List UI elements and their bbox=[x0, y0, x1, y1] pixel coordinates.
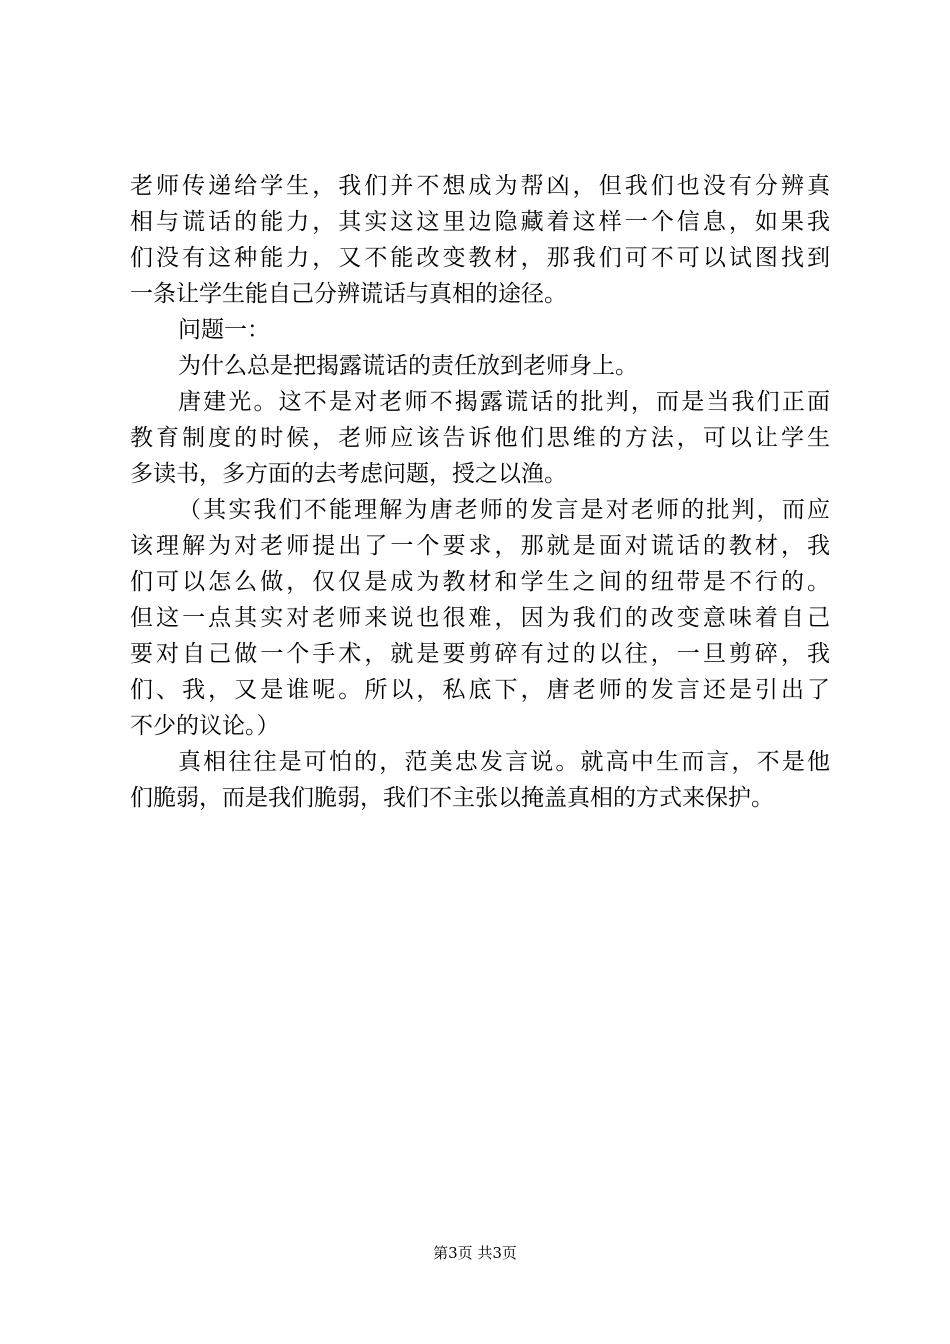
question-heading: 问题一： bbox=[178, 317, 270, 343]
text-line-16: 不少的议论。） bbox=[130, 713, 280, 739]
question-text: 为什么总是把揭露谎话的责任放到老师身上。 bbox=[178, 353, 638, 379]
text-line-12: 们可以怎么做，仅仅是成为教材和学生之间的纽带是不行的。 bbox=[130, 569, 830, 595]
text-line-7: 唐建光。这不是对老师不揭露谎话的批判，而是当我们正面 bbox=[178, 389, 830, 415]
text-line-1: 老师传递给学生，我们并不想成为帮凶，但我们也没有分辨真 bbox=[130, 173, 830, 199]
text-line-17: 真相往往是可怕的，范美忠发言说。就高中生而言，不是他 bbox=[178, 749, 830, 775]
text-line-3: 们没有这种能力，又不能改变教材，那我们可不可以试图找到 bbox=[130, 245, 830, 271]
text-line-11: 该理解为对老师提出了一个要求，那就是面对谎话的教材，我 bbox=[130, 533, 830, 559]
text-line-2: 相与谎话的能力，其实这这里边隐藏着这样一个信息，如果我 bbox=[130, 209, 830, 235]
text-line-13: 但这一点其实对老师来说也很难，因为我们的改变意味着自己 bbox=[130, 605, 830, 631]
page-footer: 第3页 共3页 bbox=[433, 1244, 517, 1262]
text-line-4: 一条让学生能自己分辨谎话与真相的途径。 bbox=[130, 281, 567, 307]
text-line-8: 教育制度的时候，老师应该告诉他们思维的方法，可以让学生 bbox=[130, 425, 830, 451]
text-line-14: 要对自己做一个手术，就是要剪碎有过的以往，一旦剪碎，我 bbox=[130, 641, 830, 667]
text-line-10: （其实我们不能理解为唐老师的发言是对老师的批判，而应 bbox=[178, 497, 830, 523]
text-line-18: 们脆弱，而是我们脆弱，我们不主张以掩盖真相的方式来保护。 bbox=[130, 785, 774, 811]
text-line-9: 多读书，多方面的去考虑问题，授之以渔。 bbox=[130, 461, 567, 487]
text-line-15: 们、我，又是谁呢。所以，私底下，唐老师的发言还是引出了 bbox=[130, 677, 830, 703]
document-body bbox=[130, 168, 830, 816]
